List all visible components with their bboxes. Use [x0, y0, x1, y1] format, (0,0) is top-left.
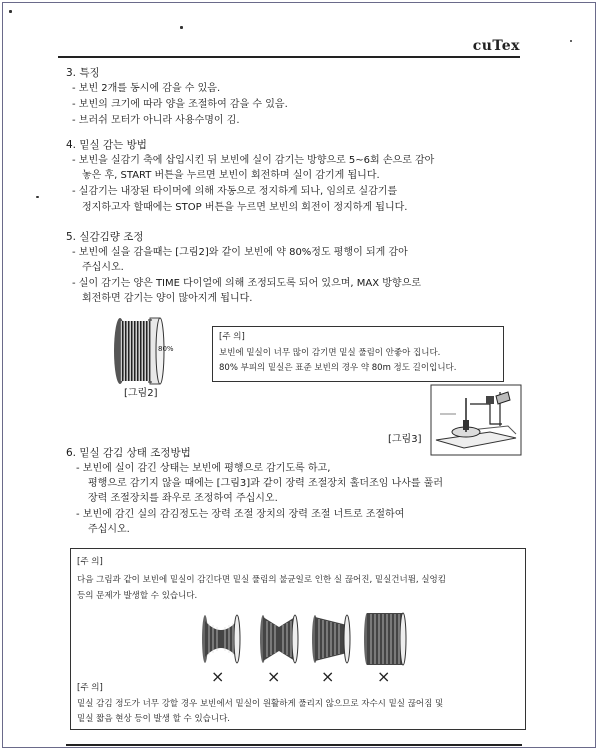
- warning-line-2: 밑실 짧음 현상 등이 발생 할 수 있습니다.: [77, 714, 230, 724]
- section-5-line: - 실이 감기는 양은 TIME 다이얼에 의해 조정되도록 되어 있으며, MAX 방향으로: [72, 278, 421, 289]
- section-6-line: 주십시오.: [88, 524, 130, 535]
- section-5-line: 회전하면 감기는 양이 많아지게 됩니다.: [82, 293, 253, 304]
- section-6-line: 장력 조절장치를 좌우로 조정하여 주십시오.: [88, 493, 278, 504]
- figure-3-caption: [그림3]: [388, 434, 422, 445]
- section-4-title: 4. 밑실 감는 방법: [66, 139, 147, 151]
- section-6-title: 6. 밑실 감김 상태 조정방법: [66, 447, 191, 459]
- bobbin-illustration: [110, 316, 188, 386]
- caution-box: [212, 326, 504, 382]
- warning-title: [주 의]: [77, 557, 103, 567]
- tension-device-illustration: [430, 384, 522, 456]
- caution-title: [주 의]: [219, 332, 245, 342]
- scan-speck: [36, 196, 39, 198]
- section-6-line: 평행으로 감기지 않을 때에는 [그림3]과 같이 장력 조절장치 홀더조임 나사를 풀러: [88, 478, 444, 489]
- section-4-line: - 실감기는 내장된 타이머에 의해 자동으로 정지하게 되나, 임의로 실감기를: [72, 186, 398, 197]
- bobbin-fill-label: 80%: [158, 345, 174, 353]
- bad-bobbin-3: [311, 613, 351, 665]
- caution-line: 보빈에 밑실이 너무 많이 감기면 밑실 풀림이 안좋아 집니다.: [219, 348, 441, 358]
- section-3-line: - 브러쉬 모터가 아니라 사용수명이 김.: [72, 115, 240, 126]
- section-5-line: - 보빈에 실을 감을때는 [그림2]와 같이 보빈에 약 80%정도 평행이 되게 감아: [72, 247, 408, 258]
- x-mark: ×: [377, 667, 391, 686]
- section-5-line: 주십시오.: [82, 262, 124, 273]
- x-mark: ×: [321, 667, 335, 686]
- scan-speck: [570, 40, 572, 42]
- scan-speck: [9, 10, 12, 13]
- caution-line: 80% 부피의 밑실은 표준 보빈의 경우 약 80m 정도 길이입니다.: [219, 363, 457, 373]
- figure-2-caption: [그림2]: [124, 388, 158, 399]
- x-mark: ×: [267, 667, 281, 686]
- section-3-line: - 보빈 2개를 동시에 감을 수 있음.: [72, 83, 221, 94]
- section-6-line: - 보빈에 감긴 실의 감김정도는 장력 조절 장치의 장력 조절 너트로 조절하여: [76, 509, 405, 520]
- bad-bobbin-2: [259, 613, 299, 665]
- scan-speck: [180, 26, 183, 29]
- section-6-line: - 보빈에 실이 감긴 상태는 보빈에 평행으로 감기도록 하고,: [76, 463, 331, 474]
- warning-box: [70, 548, 526, 730]
- section-3-line: - 보빈의 크기에 따라 양을 조절하여 감을 수 있음.: [72, 99, 288, 110]
- section-4-line: 정지하고자 할때에는 STOP 버튼을 누르면 보빈의 회전이 정지하게 됩니다.: [82, 202, 408, 213]
- section-3-title: 3. 특징: [66, 67, 100, 79]
- warning-title-2: [주 의]: [77, 683, 103, 693]
- warning-line-2: 밑실 감김 정도가 너무 강할 경우 보빈에서 밑실이 원활하게 풀리지 않으므로 자수시 밑실 끊어짐 및: [77, 699, 444, 709]
- bad-bobbin-1: [201, 613, 241, 665]
- warning-line: 다음 그림과 같이 보빈에 밑실이 감긴다면 밑실 풀림의 불균일로 인한 실 끊어진, 밑실건너뜀, 실엉킴: [77, 575, 446, 585]
- section-4-line: - 보빈을 실감기 축에 삽입시킨 뒤 보빈에 실이 감기는 방향으로 5~6회 손으로 감아: [72, 155, 435, 166]
- section-4-line: 놓은 후, START 버튼을 누르면 보빈이 회전하며 실이 감기게 됩니다.: [82, 170, 380, 181]
- header-rule: [58, 56, 520, 58]
- brand-logo: cuTex: [472, 38, 520, 54]
- x-mark: ×: [211, 667, 225, 686]
- section-5-title: 5. 실감김량 조정: [66, 231, 144, 243]
- footer-rule: [66, 744, 522, 746]
- warning-line: 등의 문제가 발생할 수 있습니다.: [77, 591, 198, 601]
- bad-bobbin-4: [363, 611, 407, 667]
